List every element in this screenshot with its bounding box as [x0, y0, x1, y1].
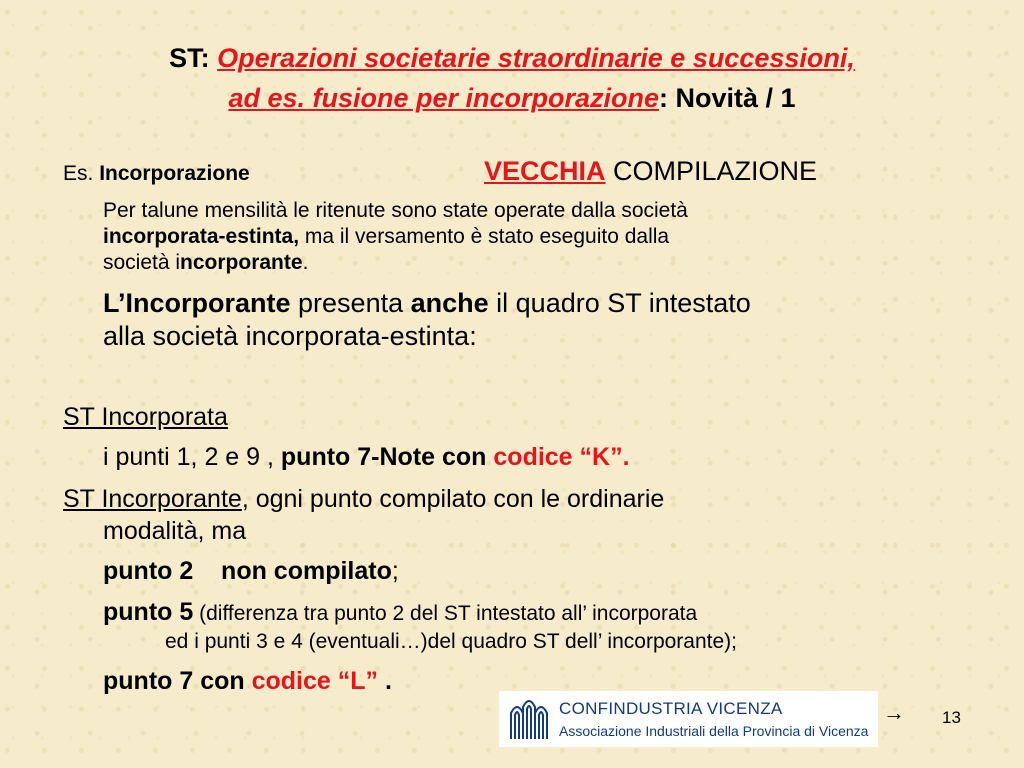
punto-7-label: punto 7 con: [103, 667, 252, 695]
st-incorporante-line-1: [63, 483, 664, 515]
punto-5-continuation: ed i punti 3 e 4 (eventuali…)del quadro ST dell’ incorporante);: [165, 630, 738, 653]
title-line-1: [0, 38, 1024, 78]
punto-5-line: [103, 598, 697, 627]
compilazione-label: COMPILAZIONE: [605, 156, 818, 186]
st-incorporante-block: [63, 483, 664, 547]
bold-anche: anche: [410, 288, 489, 318]
example-label: Incorporazione: [99, 162, 250, 185]
punto-2-line: [103, 557, 399, 586]
paragraph-1: [103, 198, 688, 276]
paragraph-2-text-2: il quadro ST intestato: [488, 288, 751, 318]
confindustria-emblem-icon: [505, 695, 553, 743]
title-highlight-2: ad es. fusione per incorporazione: [228, 83, 660, 113]
title-prefix: ST:: [169, 43, 218, 73]
st-incorporante-line-2: modalità, ma: [103, 517, 247, 545]
bold-lincorporante: L’Incorporante: [103, 288, 291, 318]
punto-5-text: (differenza tra punto 2 del ST intestato all’ incorporata: [193, 602, 698, 625]
paragraph-2-line-1: [103, 287, 751, 320]
paragraph-1-line-2: [103, 224, 688, 250]
st-incorporata-heading: ST Incorporata: [63, 403, 228, 431]
bold-incorporata-estinta: incorporata-estinta,: [103, 225, 300, 248]
title-line-2: [0, 78, 1024, 118]
vecchia-compilazione-heading: [484, 156, 817, 187]
confindustria-logo: [499, 691, 878, 747]
paragraph-2-text-1: presenta: [290, 288, 411, 318]
paragraph-1-line-3-pre: società i: [103, 251, 181, 274]
paragraph-2-line-2: alla società incorporata-estinta:: [103, 321, 477, 351]
punto-7-end: .: [378, 667, 392, 695]
title-suffix: : Novità / 1: [659, 83, 796, 113]
paragraph-1-line-3-end: .: [302, 251, 309, 274]
page-number: 13: [942, 708, 961, 727]
example-line: [63, 162, 250, 186]
bold-incorporante: ncorporante: [180, 251, 303, 274]
slide-title: [0, 38, 1024, 118]
logo-name: CONFINDUSTRIA VICENZA: [559, 699, 783, 718]
punto-2-label: punto 2 non compilato: [103, 557, 392, 585]
st-incorporante-heading: ST Incorporante: [63, 485, 242, 513]
example-es: Es.: [63, 162, 100, 185]
st-incorporata-detail: [103, 443, 630, 472]
codice-l-label: codice “L”: [251, 667, 379, 695]
next-arrow-icon[interactable]: →: [883, 700, 905, 725]
paragraph-1-line-1: Per talune mensilità le ritenute sono state operate dalla società: [103, 199, 688, 222]
codice-k-label: codice “K”.: [493, 443, 630, 471]
paragraph-1-line-2-rest: ma il versamento è stato eseguito dalla: [299, 225, 670, 248]
vecchia-label: VECCHIA: [484, 156, 606, 186]
punti-text: i punti 1, 2 e 9 ,: [103, 443, 281, 471]
punto-2-end: ;: [391, 557, 399, 585]
paragraph-2: [103, 287, 751, 353]
logo-subtitle: Associazione Industriali della Provincia di Vicenza: [559, 723, 869, 739]
punto-5-label: punto 5: [103, 598, 194, 626]
punto-7-line: [103, 667, 392, 696]
title-highlight-1: Operazioni societarie straordinarie e successioni,: [217, 43, 855, 73]
paragraph-1-line-3: [103, 250, 688, 276]
st-incorporante-text: , ogni punto compilato con le ordinarie: [241, 485, 665, 513]
punto-7-note-label: punto 7-Note con: [280, 443, 494, 471]
